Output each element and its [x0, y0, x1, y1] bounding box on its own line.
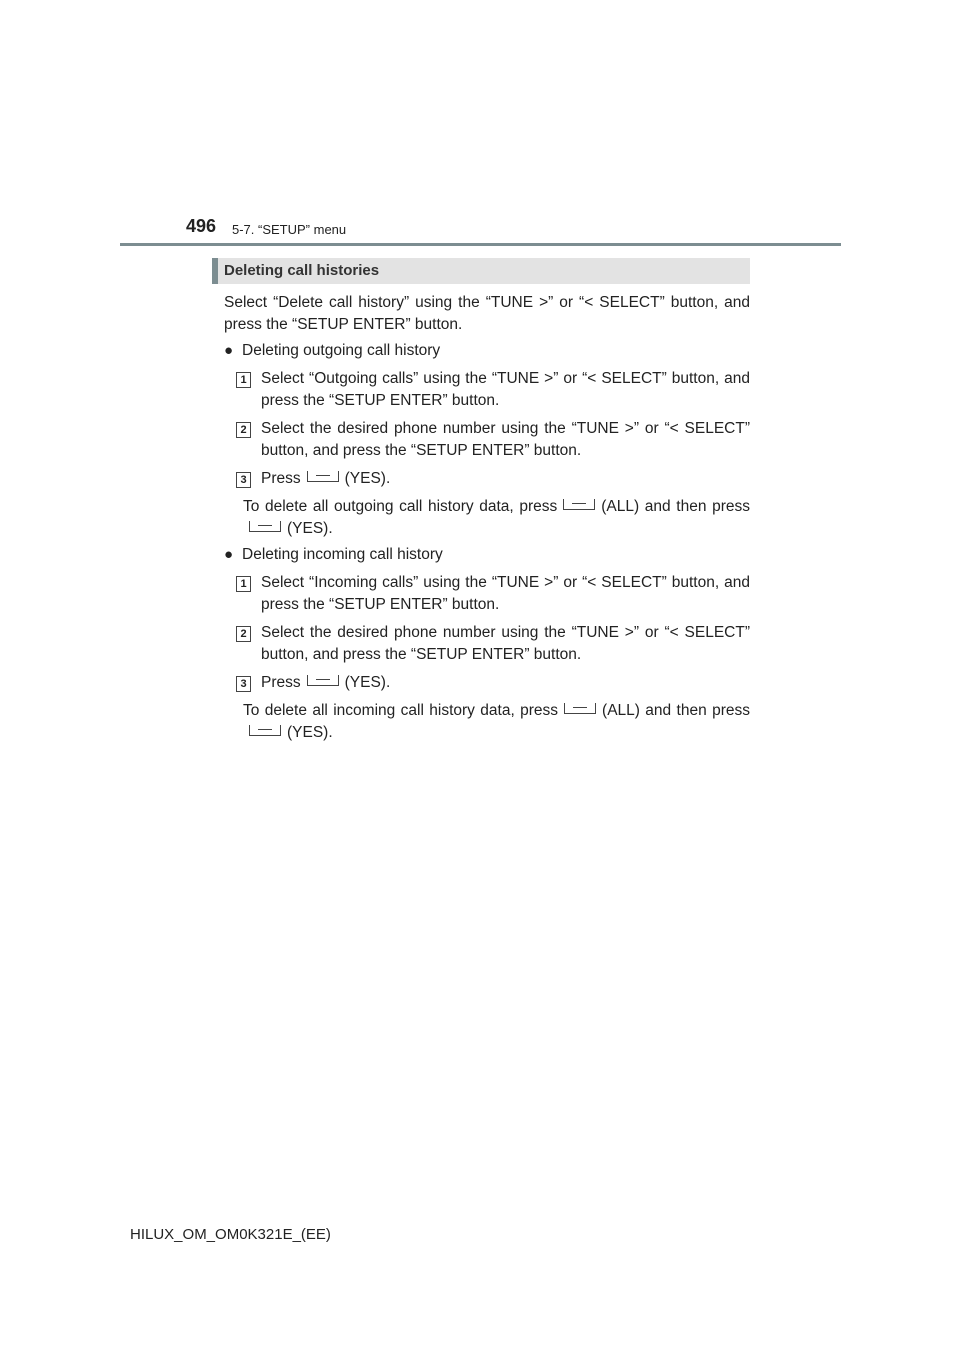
step-number: 3 [236, 472, 251, 488]
page-header [0, 0, 960, 250]
step-number: 3 [236, 676, 251, 692]
main-content [212, 258, 750, 744]
page-number: 496 [186, 216, 217, 236]
step-number: 1 [236, 576, 251, 592]
bullet-outgoing [224, 340, 750, 362]
note-part3: (YES). [287, 520, 333, 537]
bullet-label: Deleting incoming call history [242, 546, 443, 563]
subheading: Deleting call histories [212, 258, 750, 284]
phone-button-icon [249, 521, 281, 532]
note-outgoing [243, 496, 750, 540]
section-title: 5-7. “SETUP” menu [232, 222, 347, 237]
step-incoming-3 [236, 672, 750, 694]
intro-paragraph: Select “Delete call history” using the “TUNE >” or “< SELECT” button, and press the “SETUP ENTER” button. [224, 294, 750, 333]
note-part3: (YES). [287, 724, 333, 741]
step-incoming-2 [236, 622, 750, 666]
note-part2: (ALL) and then press [602, 702, 750, 719]
bullet-label: Deleting outgoing call history [242, 342, 441, 359]
step-text-before: Press [261, 674, 301, 691]
step-text: Select the desired phone number using the “TUNE >” or “< SELECT” button, and press the “SETUP ENTER” button. [261, 420, 750, 459]
phone-button-icon [307, 471, 339, 482]
header-rule [120, 243, 841, 246]
step-number: 2 [236, 422, 251, 438]
step-text [261, 672, 750, 694]
step-text-before: Press [261, 470, 301, 487]
bullet-icon: ● [224, 546, 234, 563]
step-outgoing-1 [236, 368, 750, 412]
bullet-incoming [224, 544, 750, 566]
step-number: 1 [236, 372, 251, 388]
step-text: Select the desired phone number using the “TUNE >” or “< SELECT” button, and press the “SETUP ENTER” button. [261, 624, 750, 663]
step-text: Select “Incoming calls” using the “TUNE >” or “< SELECT” button, and press the “SETUP ENTER” button. [261, 574, 750, 613]
step-number: 2 [236, 626, 251, 642]
note-part1: To delete all incoming call history data, press [243, 702, 559, 719]
note-part1: To delete all outgoing call history data, press [243, 498, 558, 515]
note-incoming [243, 700, 750, 744]
step-incoming-1 [236, 572, 750, 616]
step-text-after: (YES). [344, 470, 391, 487]
phone-button-icon [307, 675, 339, 686]
step-text [261, 468, 750, 490]
step-outgoing-3 [236, 468, 750, 490]
bullet-icon: ● [224, 342, 234, 359]
phone-button-icon [563, 499, 595, 510]
phone-button-icon [564, 703, 596, 714]
step-outgoing-2 [236, 418, 750, 462]
step-text: Select “Outgoing calls” using the “TUNE >” or “< SELECT” button, and press the “SETUP ENTER” button. [261, 370, 750, 409]
note-part2: (ALL) and then press [601, 498, 750, 515]
page-footer: HILUX_OM_OM0K321E_(EE) [130, 1226, 331, 1243]
step-text-after: (YES). [344, 674, 391, 691]
phone-button-icon [249, 725, 281, 736]
